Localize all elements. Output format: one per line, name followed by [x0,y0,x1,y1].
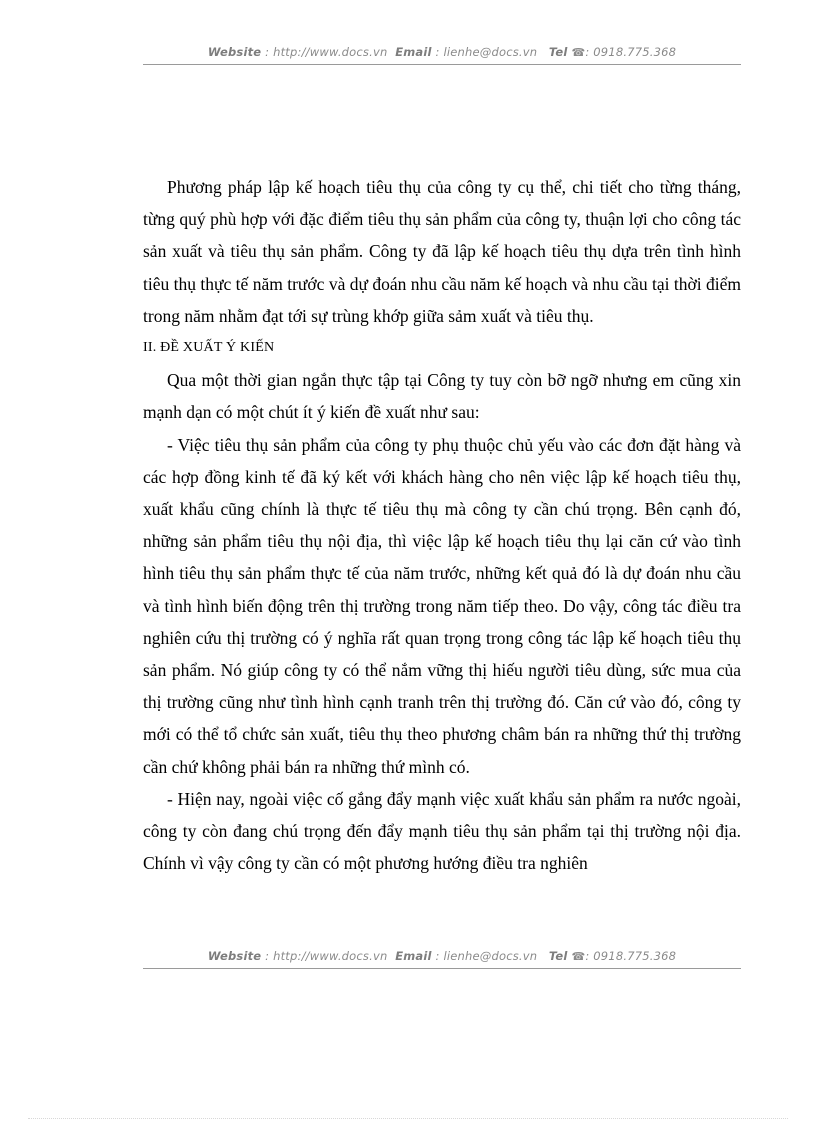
paragraph-2: Qua một thời gian ngắn thực tập tại Công ty tuy còn bỡ ngỡ nhưng em cũng xin mạnh dạn có một chút ít ý kiến đề xuất như sau: [143,370,741,423]
phone-icon: ☎ [571,46,586,59]
phone-icon: ☎ [571,950,586,963]
footer-email-value: : lienhe@docs.vn [435,949,538,963]
paragraph-1: Phương pháp lập kế hoạch tiêu thụ của công ty cụ thể, chi tiết cho từng tháng, từng quý phù hợp với đặc điểm tiêu thụ sản phẩm của công ty, thuận lợi cho công tác sản xuất và tiêu thụ sản phẩm. Công ty đã lập kế hoạch tiêu thụ dựa trên tình hình tiêu thụ thực tế năm trước và dự đoán nhu cầu năm kế hoạch và nhu cầu tại thời điểm trong năm nhằm đạt tới sự trùng khớp giữa sảm xuất và tiêu thụ. [143,177,741,326]
header-email-value: : lienhe@docs.vn [435,45,538,59]
footer-tel-label: Tel [548,949,568,963]
header-tel-label: Tel [548,45,568,59]
footer-tel-value: : 0918.775.368 [585,949,677,963]
paragraph-4: - Hiện nay, ngoài việc cố gắng đẩy mạnh việc xuất khẩu sản phẩm ra nước ngoài, công ty còn đang chú trọng đến đẩy mạnh tiêu thụ sản phẩm tại thị trường nội địa. Chính vì vậy công ty cần có một phương hướng điều tra nghiên [143,788,741,874]
footer-email-label: Email [395,949,432,963]
page-bottom-border [28,1118,788,1119]
section-heading: II. ĐỀ XUẤT Ý KIẾN [143,340,275,356]
footer-website-value: : http://www.docs.vn [265,949,388,963]
header-tel-value: : 0918.775.368 [585,45,677,59]
page-header [143,45,741,59]
header-website-value: : http://www.docs.vn [265,45,388,59]
header-email-label: Email [395,45,432,59]
footer-divider [143,968,741,969]
page-footer [143,949,741,963]
footer-website-label: Website [207,949,262,963]
header-divider [143,64,741,65]
paragraph-3: - Việc tiêu thụ sản phẩm của công ty phụ thuộc chủ yếu vào các đơn đặt hàng và các hợp đồng kinh tế đã ký kết với khách hàng cho nên việc lập kế hoạch tiêu thụ, xuất khẩu cũng chính là thực tế tiêu thụ mà công ty cần chú trọng. Bên cạnh đó, những sản phẩm tiêu thụ nội địa, thì việc lập kế hoạch tiêu thụ lại căn cứ vào tình hình tiêu thụ sản phẩm thực tế của năm trước, những kết quả đó là dự đoán nhu cầu và tình hình biến động trên thị trường trong năm tiếp theo. Do vậy, công tác điều tra nghiên cứu thị trường có ý nghĩa rất quan trọng trong công tác lập kế hoạch tiêu thụ sản phẩm. Nó giúp công ty có thể nắm vững thị hiếu người tiêu dùng, sức mua của thị trường cũng như tình hình cạnh tranh trên thị trường đó. Căn cứ vào đó, công ty mới có thể tổ chức sản xuất, tiêu thụ theo phương châm bán ra những thứ thị trường cần chứ không phải bán ra những thứ mình có. [143,434,741,777]
header-website-label: Website [207,45,262,59]
document-body [143,171,741,879]
